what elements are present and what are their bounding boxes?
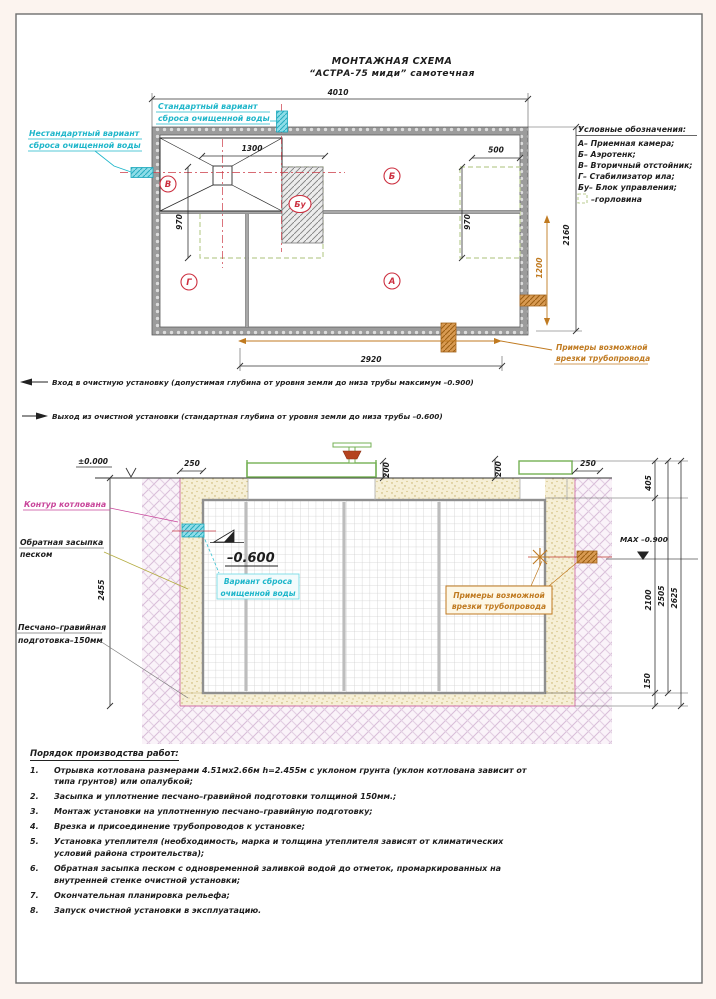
sand-top [567, 478, 575, 500]
inlet-pipe-example-right [520, 295, 546, 306]
svg-text:Примеры возможной: Примеры возможной [556, 343, 648, 352]
drawing-subtitle: “АСТРА-75 миди” самотечная [309, 69, 475, 79]
work-order [30, 741, 533, 917]
dim-1300: 1300 [241, 144, 263, 153]
letter-v: В [164, 180, 172, 190]
work-order-item: 7. Окончательная планировка рельефа; [30, 890, 230, 900]
earth-right [575, 478, 612, 706]
svg-text:врезки трубопровода: врезки трубопровода [451, 602, 547, 611]
svg-text:песком: песком [20, 550, 53, 559]
letter-b: Б [388, 172, 396, 182]
cover-right [519, 461, 572, 474]
level-zero: ±0.000 [78, 457, 109, 466]
level-max: MAX –0.900 [620, 535, 668, 544]
legend-item: Б– Аэротенк; [578, 150, 636, 159]
svg-text:подготовка–150мм: подготовка–150мм [18, 636, 103, 645]
dim-2160: 2160 [562, 224, 571, 246]
dim-2505: 2505 [657, 585, 666, 607]
insertion-point-icon [531, 548, 549, 566]
legend-item: Г– Стабилизатор ила; [578, 172, 675, 181]
dim-970-left: 970 [175, 214, 184, 230]
sand-top [375, 478, 520, 500]
work-order-item: 4. Врезка и присоединение трубопроводов к установке; [30, 822, 305, 832]
dim-2625: 2625 [670, 587, 679, 609]
legend-item: Бу– Блок управления; [578, 183, 677, 192]
dim-2920: 2920 [360, 355, 382, 364]
svg-text:Обратная засыпка: Обратная засыпка [20, 538, 104, 547]
svg-text:Вариант сброса: Вариант сброса [223, 577, 293, 586]
letter-a: А [388, 277, 396, 287]
letter-g: Г [186, 278, 192, 288]
dim-2100: 2100 [644, 589, 653, 611]
work-order-item: 5. Установка утеплителя (необходимость, марка и толщина утеплителя зависят от климатических условий района строительства); [30, 837, 504, 859]
earth-bottom [142, 706, 612, 744]
work-order-item: 6. Обратная засыпка песком с одновременной заливкой водой до отметок, промаркированных на внутренней стенке очистной установки; [30, 864, 502, 885]
svg-text:Контур котлована: Контур котлована [24, 500, 107, 509]
dim-200-right: 200 [494, 461, 503, 477]
dim-250-left: 250 [184, 459, 200, 468]
sand-top [203, 478, 248, 500]
pipe-examples-label-plan [554, 343, 650, 364]
inlet-pipe-example-section [577, 551, 597, 563]
work-order-item: 2. Засыпка и уплотнение песчано–гравийной подготовки толщиной 150мм.; [30, 792, 397, 802]
letter-bu: Бу [294, 200, 306, 209]
svg-text:врезки трубопровода: врезки трубопровода [556, 354, 651, 363]
outlet-variant-label [217, 574, 299, 599]
svg-text:Нестандартный вариант: Нестандартный вариант [29, 129, 140, 138]
svg-text:очищенной воды: очищенной воды [220, 589, 296, 598]
dim-970-right: 970 [463, 214, 472, 230]
legend-title: Условные обозначения: [578, 125, 687, 134]
dim-500: 500 [488, 145, 504, 155]
level-minus-600: –0.600 [227, 551, 275, 566]
work-order-item: 3. Монтаж установки на уплотненную песчано–гравийную подготовку; [30, 807, 373, 817]
dim-250-right: 250 [580, 459, 596, 468]
nonstandard-outlet-pipe [131, 168, 153, 178]
svg-text:Выход из очистной установки (с: Выход из очистной установки (стандартная глубина от уровня земли до низа трубы –0.600) [52, 412, 443, 421]
work-order-item: 1. Отрывка котлована размерами 4.51мх2.66м h=2.455м с уклоном грунта (уклон котлована зависит от типа грунтов) или опалубкой; [30, 765, 527, 787]
outlet-note [22, 412, 443, 421]
sand-left [180, 478, 203, 693]
work-order-item: 8. Запуск очистной установки в эксплуатацию. [30, 905, 262, 915]
dim-150: 150 [643, 673, 652, 689]
svg-text:Вход в очистную установку (доп: Вход в очистную установку (допустимая глубина от уровня земли до низа трубы максимум –0.900) [52, 378, 474, 387]
work-order-title: Порядок производства работ: [30, 749, 179, 759]
dim-2455: 2455 [97, 579, 106, 601]
cover-left [247, 463, 376, 477]
legend-item: В– Вторичный отстойник; [578, 161, 693, 170]
standard-outlet-pipe [277, 111, 288, 132]
svg-text:сброса очищенной воды: сброса очищенной воды [158, 114, 270, 123]
outlet-pipe-section [182, 524, 204, 537]
svg-text:Стандартный вариант: Стандартный вариант [158, 102, 258, 111]
dim-1200: 1200 [535, 257, 544, 279]
svg-text:Примеры возможной: Примеры возможной [453, 591, 545, 600]
inlet-pipe-example-bottom [441, 323, 456, 352]
gravel-bedding [180, 693, 575, 706]
legend-item: А– Приемная камера; [578, 139, 675, 148]
svg-text:Песчано–гравийная: Песчано–гравийная [18, 623, 107, 632]
dim-405: 405 [644, 475, 653, 491]
dim-200-left: 200 [382, 462, 391, 478]
settler-hopper [160, 138, 282, 211]
dim-4010: 4010 [327, 88, 349, 97]
drawing-title: МОНТАЖНАЯ СХЕМА [331, 56, 453, 67]
svg-text:сброса очищенной воды: сброса очищенной воды [29, 141, 141, 150]
inlet-note [20, 378, 474, 387]
legend-neck: –горловина [591, 195, 643, 204]
